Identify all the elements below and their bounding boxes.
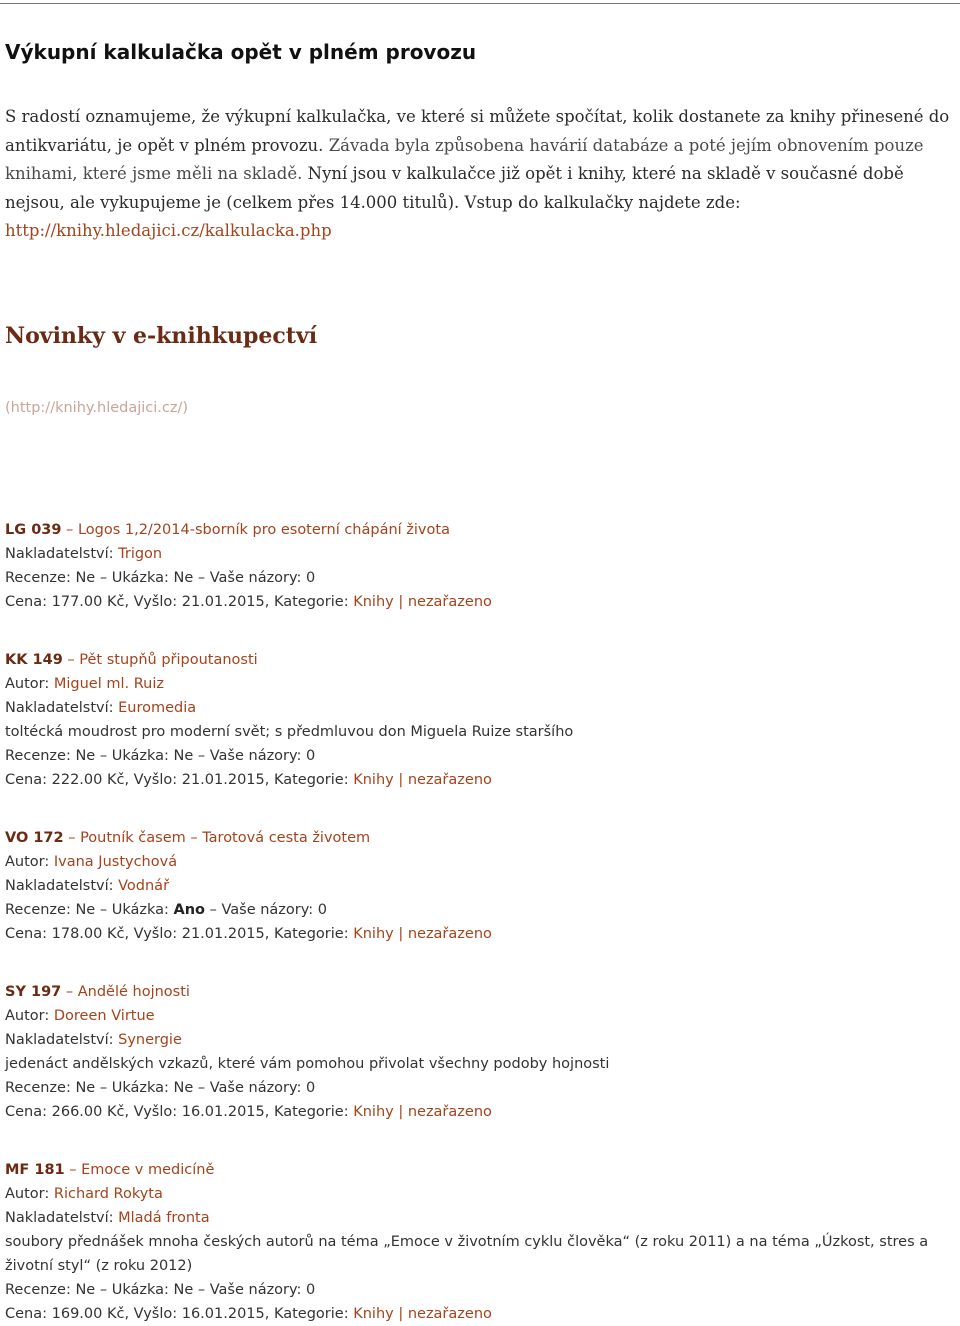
author-link[interactable]: Richard Rokyta: [53, 1186, 163, 1202]
category-link-nezarazeno[interactable]: nezařazeno: [407, 772, 492, 788]
author-link[interactable]: Miguel ml. Ruiz: [53, 676, 164, 692]
book-code: LG 039: [5, 522, 62, 538]
publisher-link[interactable]: Synergie: [118, 1032, 182, 1048]
release-date: 21.01.2015: [181, 594, 265, 610]
category-link-knihy[interactable]: Knihy: [353, 926, 394, 942]
category-link-knihy[interactable]: Knihy: [353, 1306, 394, 1322]
sample-value: Ne: [173, 1282, 194, 1298]
price: 178.00 Kč: [51, 926, 125, 942]
book-entry: VO 172 – Poutník časem – Tarotová cesta životem Autor: Ivana Justychová Nakladatelství: Vodnář Recenze: Ne – Ukázka: Ano – Vaše názory: 0 Cena: 178.00 Kč, Vyšlo: 21.01.2015, Kategorie: Knihy | nezařazeno: [5, 830, 492, 942]
sample-value: Ne: [173, 748, 194, 764]
category-link-nezarazeno[interactable]: nezařazeno: [407, 926, 492, 942]
publisher-link[interactable]: Mladá fronta: [118, 1210, 210, 1226]
release-date: 16.01.2015: [181, 1104, 265, 1120]
category-link-knihy[interactable]: Knihy: [353, 594, 394, 610]
article-paragraph: [5, 103, 950, 246]
release-date: 21.01.2015: [181, 772, 265, 788]
book-code: SY 197: [5, 984, 62, 1000]
category-link-nezarazeno[interactable]: nezařazeno: [407, 1104, 492, 1120]
book-description: toltécká moudrost pro moderní svět; s předmluvou don Miguela Ruize staršího: [5, 724, 574, 740]
publisher-link[interactable]: Vodnář: [118, 878, 170, 894]
book-entry: MF 181 – Emoce v medicíně Autor: Richard Rokyta Nakladatelství: Mladá fronta soubory přednášek mnoha českých autorů na téma „Emoce v životním cyklu člověka“ (z roku 2011) a na téma „Úzkost, stres a životní styl“ (z roku 2012) Recenze: Ne – Ukázka: Ne – Vaše názory: 0 Cena: 169.00 Kč, Vyšlo: 16.01.2015, Kategorie: Knihy | nezařazeno: [5, 1162, 929, 1322]
book-description: jedenáct andělských vzkazů, které vám pomohou přivolat všechny podoby hojnosti: [5, 1056, 610, 1072]
publisher-link[interactable]: Trigon: [118, 546, 163, 562]
sample-value: Ne: [173, 570, 194, 586]
book-title-link[interactable]: Pět stupňů připoutanosti: [79, 652, 258, 668]
section-title: Novinky v e-knihkupectví: [5, 323, 318, 349]
calculator-link[interactable]: http://knihy.hledajici.cz/kalkulacka.php: [5, 221, 332, 240]
section-source: (http://knihy.hledajici.cz/): [5, 400, 189, 416]
book-title-link[interactable]: Emoce v medicíně: [81, 1162, 215, 1178]
release-date: 21.01.2015: [181, 926, 265, 942]
article-text-1: S radostí oznamujeme, že výkupní kalkulačka, ve které si můžete spočítat, kolik dostanete za knihy přinesené do antikvariátu, je opět v plném provozu.: [5, 107, 950, 155]
book-title-link[interactable]: Poutník časem – Tarotová cesta životem: [80, 830, 371, 846]
book-description: soubory přednášek mnoha českých autorů na téma „Emoce v životním cyklu člověka“ (z roku 2011) a na téma „Úzkost, stres a životní styl“ (z roku 2012): [5, 1234, 929, 1274]
author-link[interactable]: Ivana Justychová: [53, 854, 178, 870]
category-link-knihy[interactable]: Knihy: [353, 772, 394, 788]
category-link-nezarazeno[interactable]: nezařazeno: [407, 594, 492, 610]
top-rule: [0, 3, 960, 4]
price: 266.00 Kč: [51, 1104, 125, 1120]
book-code: VO 172: [5, 830, 64, 846]
article-text-2: Závada byla způsobena havárií databáze a poté jejím obnovením pouze knihami, které jsme měli na skladě.: [5, 135, 924, 183]
article-title: Výkupní kalkulačka opět v plném provozu: [5, 40, 477, 64]
publisher-link[interactable]: Euromedia: [118, 700, 197, 716]
book-entry: SY 197 – Andělé hojnosti Autor: Doreen Virtue Nakladatelství: Synergie jedenáct andělských vzkazů, které vám pomohou přivolat všechny podoby hojnosti Recenze: Ne – Ukázka: Ne – Vaše názory: 0 Cena: 266.00 Kč, Vyšlo: 16.01.2015, Kategorie: Knihy | nezařazeno: [5, 984, 610, 1120]
price: 169.00 Kč: [51, 1306, 125, 1322]
book-entry: LG 039 – Logos 1,2/2014-sborník pro esoterní chápání života Nakladatelství: Trigon Recenze: Ne – Ukázka: Ne – Vaše názory: 0 Cena: 177.00 Kč, Vyšlo: 21.01.2015, Kategorie: Knihy | nezařazeno: [5, 522, 492, 610]
release-date: 16.01.2015: [181, 1306, 265, 1322]
price: 177.00 Kč: [51, 594, 125, 610]
book-title-link[interactable]: Andělé hojnosti: [77, 984, 190, 1000]
price: 222.00 Kč: [51, 772, 125, 788]
article-text-3: Nyní jsou v kalkulačce již opět i knihy, které na skladě v současné době nejsou, ale vykupujeme je (celkem přes 14.000 titulů). Vstup do kalkulačky najdete zde:: [5, 164, 904, 212]
book-title-link[interactable]: Logos 1,2/2014-sborník pro esoterní chápání života: [77, 522, 450, 538]
sample-value: Ano: [173, 902, 205, 918]
sample-value: Ne: [173, 1080, 194, 1096]
category-link-knihy[interactable]: Knihy: [353, 1104, 394, 1120]
book-entry: KK 149 – Pět stupňů připoutanosti Autor: Miguel ml. Ruiz Nakladatelství: Euromedia toltécká moudrost pro moderní svět; s předmluvou don Miguela Ruize staršího Recenze: Ne – Ukázka: Ne – Vaše názory: 0 Cena: 222.00 Kč, Vyšlo: 21.01.2015, Kategorie: Knihy | nezařazeno: [5, 652, 574, 788]
book-code: MF 181: [5, 1162, 65, 1178]
category-link-nezarazeno[interactable]: nezařazeno: [407, 1306, 492, 1322]
book-code: KK 149: [5, 652, 63, 668]
author-link[interactable]: Doreen Virtue: [53, 1008, 155, 1024]
